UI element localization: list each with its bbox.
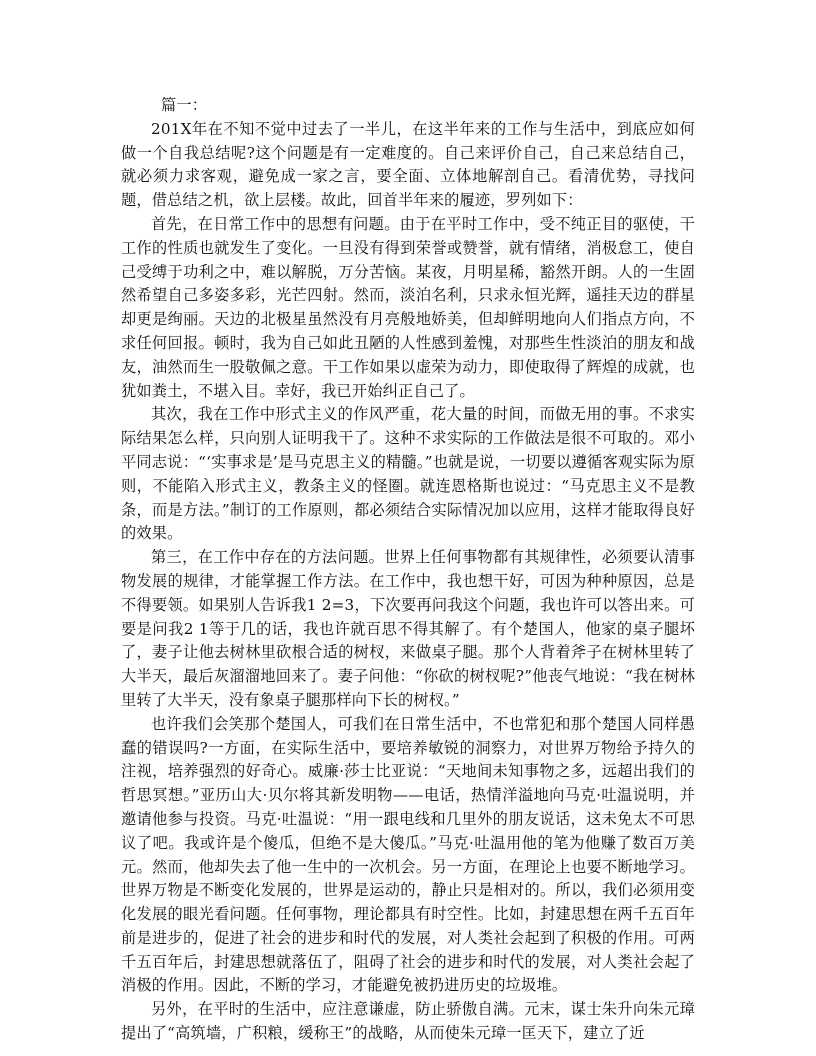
section-heading: 篇一： <box>161 96 208 114</box>
paragraph-discussion: 也许我们会笑那个楚国人，可我们在日常生活中，不也常犯和那个楚国人同样愚蠢的错误吗?一方面，在实际生活中，要培养敏锐的洞察力，对世界万物给予持久的注视，培养强烈的好奇心。威廉·莎士比亚说：“天地间未知事物之多，远超出我们的哲思冥想。”亚历山大·贝尔将其新发明物——电话，热情洋溢地向马克·吐温说明，并邀请他参与投资。马克·吐温说：“用一跟电线和几里外的朋友说话，这未免太不可思议了吧。我或许是个傻瓜，但绝不是大傻瓜。”马克·吐温用他的笔为他赚了数百万美元。然而，他却失去了他一生中的一次机会。另一方面，在理论上也要不断地学习。世界万物是不断变化发展的，世界是运动的，静止只是相对的。所以，我们必须用变化发展的眼光看问题。任何事物，理论都具有时空性。比如，封建思想在两千五百年前是进步的，促进了社会的进步和时代的发展，对人类社会起到了积极的作用。可两千五百年后，封建思想就落伍了，阻碍了社会的进步和时代的发展，对人类社会起了消极的作用。因此，不断的学习，才能避免被扔进历史的垃圾堆。 <box>121 714 695 995</box>
paragraph-additional-point: 另外，在平时的生活中，应注意谦虚，防止骄傲自满。元末，谋士朱升向朱元璋提出了“高筑墙，广积粮，缓称王”的战略，从而使朱元璋一匡天下，建立了近 <box>121 1000 695 1043</box>
paragraph-second-point: 其次，我在工作中形式主义的作风严重，花大量的时间，而做无用的事。不求实际结果怎么样，只向别人证明我干了。这种不求实际的工作做法是很不可取的。邓小平同志说：“‘实事求是’是马克思主义的精髓。”也就是说，一切要以遵循客观实际为原则，不能陷入形式主义，教条主义的怪圈。就连恩格斯也说过：“马克思主义不是教条，而是方法。”制订的工作原则，都必须结合实际情况加以应用，这样才能取得良好的效果。 <box>121 405 695 543</box>
paragraph-third-point: 第三，在工作中存在的方法问题。世界上任何事物都有其规律性，必须要认清事物发展的规律，才能掌握工作方法。在工作中，我也想干好，可因为种种原因，总是不得要领。如果别人告诉我1 2=3，下次要再问我这个问题，我也许可以答出来。可要是问我2 1等于几的话，我也许就百思不得其解了。有个楚国人，他家的桌子腿坏了，妻子让他去树林里砍根合适的树杈，来做桌子腿。那个人背着斧子在树林里转了大半天，最后灰溜溜地回来了。妻子问他：“你砍的树杈呢?”他丧气地说：“我在树林里转了大半天，没有象桌子腿那样向下长的树杈。” <box>121 548 695 709</box>
document-page <box>121 94 695 1046</box>
paragraph-first-point: 首先，在日常工作中的思想有问题。由于在平时工作中，受不纯正目的驱使，干工作的性质也就发生了变化。一旦没有得到荣誉或赞誉，就有情绪，消极怠工，使自己受缚于功利之中，难以解脱，万分苦恼。某夜，月明星稀，豁然开朗。人的一生固然希望自己多姿多彩，光芒四射。然而，淡泊名利，只求永恒光辉，遥挂天边的群星却更是绚丽。天边的北极星虽然没有月亮般地娇美，但却鲜明地向人们指点方向，不求任何回报。顿时，我为自己如此丑陋的人性感到羞愧，对那些生性淡泊的朋友和战友，油然而生一股敬佩之意。干工作如果以虚荣为动力，即使取得了辉煌的成就，也犹如粪土，不堪入目。幸好，我已开始纠正自己了。 <box>121 214 695 400</box>
paragraph-intro: 201X年在不知不觉中过去了一半儿，在这半年来的工作与生活中，到底应如何做一个自我总结呢?这个问题是有一定难度的。自己来评价自己，自己来总结自己，就必须力求客观，避免成一家之言，要全面、立体地解剖自己。看清优势，寻找问题，借总结之机，欲上层楼。故此，回首半年来的履迹，罗列如下： <box>121 119 695 210</box>
